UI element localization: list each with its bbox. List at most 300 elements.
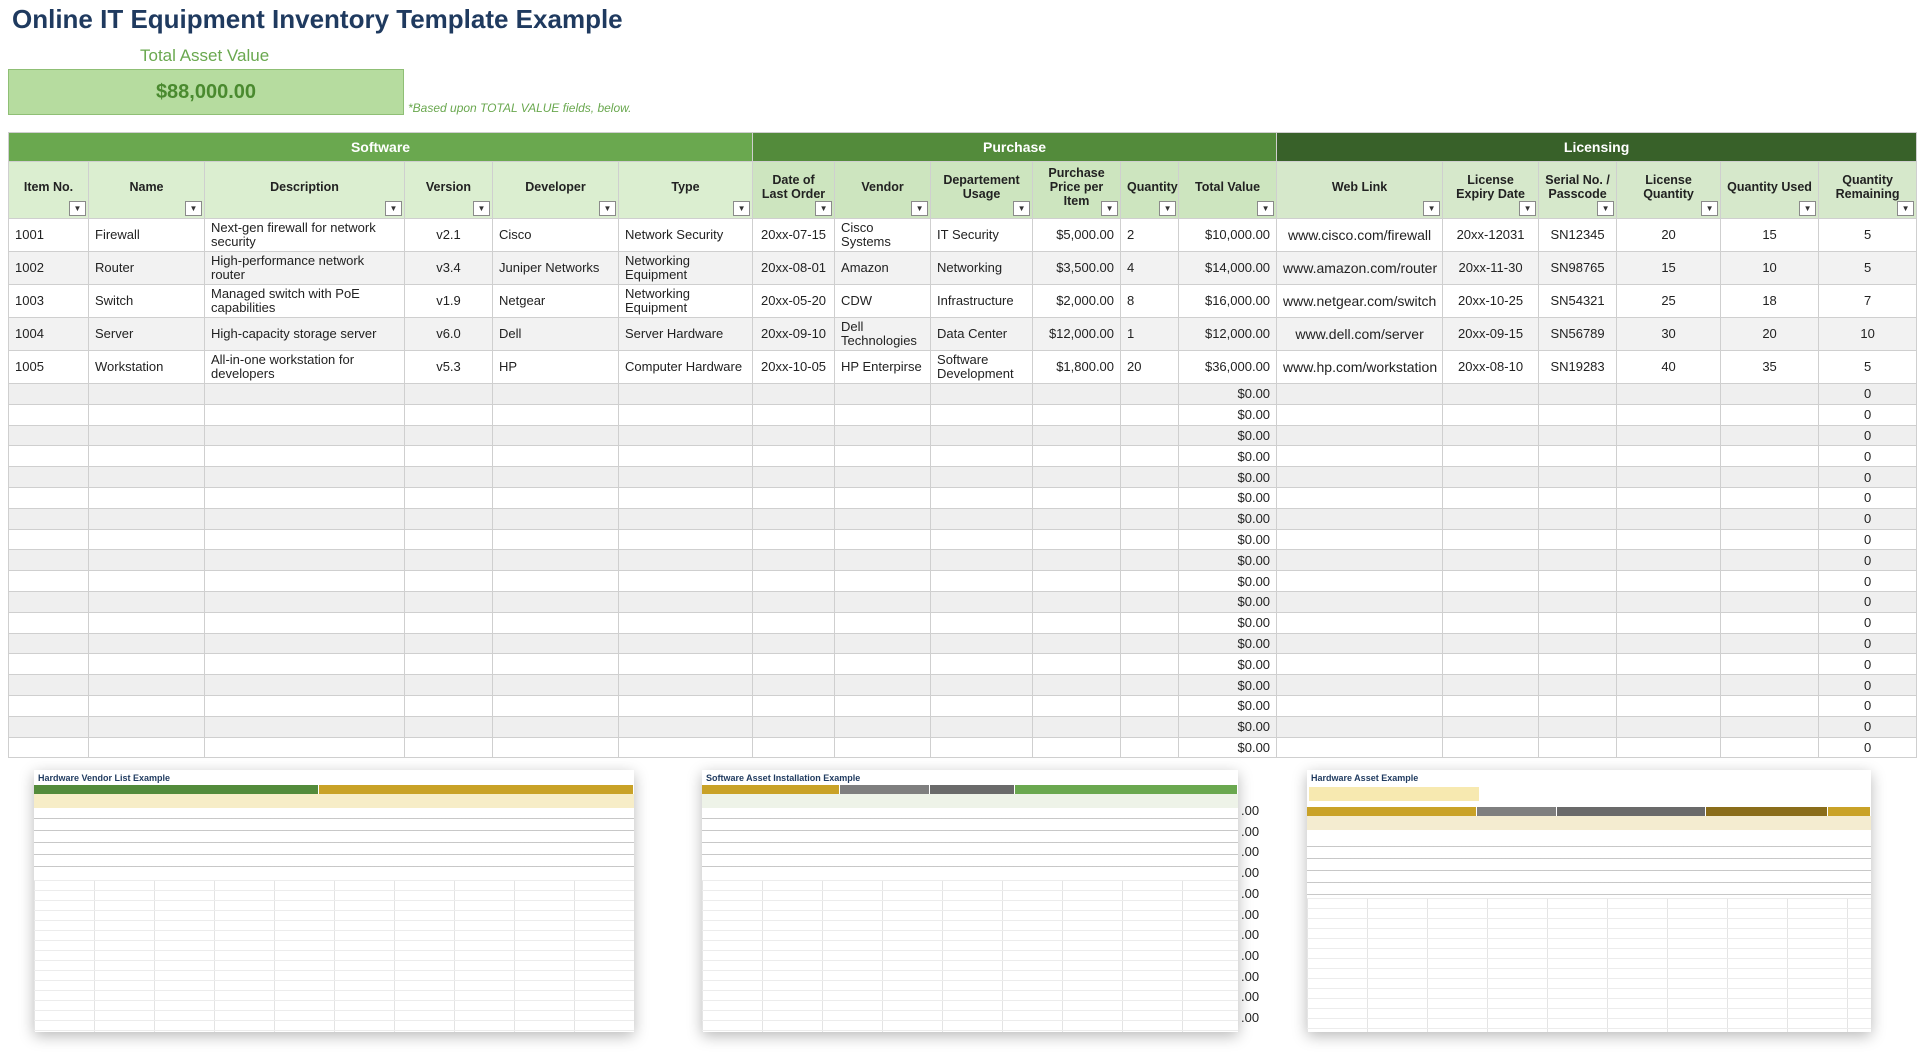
cell-department-usage[interactable]: [931, 529, 1033, 550]
cell-web-link[interactable]: [1277, 446, 1443, 467]
cell-license-expiry-date[interactable]: [1443, 404, 1539, 425]
cell-license-quantity[interactable]: [1617, 404, 1721, 425]
cell-quantity-used[interactable]: [1721, 591, 1819, 612]
cell-description[interactable]: [205, 384, 405, 405]
cell-vendor[interactable]: [835, 716, 931, 737]
cell-description[interactable]: [205, 737, 405, 758]
cell-description[interactable]: [205, 508, 405, 529]
filter-dropdown-icon[interactable]: ▼: [1897, 201, 1914, 216]
cell-quantity-used[interactable]: 35: [1721, 351, 1819, 384]
cell-license-expiry-date[interactable]: [1443, 633, 1539, 654]
cell-quantity[interactable]: [1121, 633, 1179, 654]
cell-item-no[interactable]: [9, 716, 89, 737]
cell-version[interactable]: [405, 695, 493, 716]
cell-version[interactable]: [405, 487, 493, 508]
cell-date-of-last-order[interactable]: [753, 467, 835, 488]
cell-description[interactable]: [205, 612, 405, 633]
cell-serial-no[interactable]: [1539, 550, 1617, 571]
cell-quantity-used[interactable]: 10: [1721, 252, 1819, 285]
cell-quantity-used[interactable]: [1721, 529, 1819, 550]
cell-quantity[interactable]: [1121, 654, 1179, 675]
cell-license-quantity[interactable]: 15: [1617, 252, 1721, 285]
cell-license-quantity[interactable]: 20: [1617, 219, 1721, 252]
cell-version[interactable]: [405, 654, 493, 675]
cell-department-usage[interactable]: [931, 612, 1033, 633]
cell-license-quantity[interactable]: [1617, 467, 1721, 488]
cell-developer[interactable]: [493, 425, 619, 446]
cell-vendor[interactable]: Dell Technologies: [835, 318, 931, 351]
cell-description[interactable]: [205, 529, 405, 550]
cell-license-expiry-date[interactable]: 20xx-09-15: [1443, 318, 1539, 351]
cell-type[interactable]: [619, 550, 753, 571]
cell-name[interactable]: Router: [89, 252, 205, 285]
cell-name[interactable]: Workstation: [89, 351, 205, 384]
cell-item-no[interactable]: [9, 633, 89, 654]
cell-type[interactable]: [619, 612, 753, 633]
cell-quantity-used[interactable]: [1721, 508, 1819, 529]
cell-developer[interactable]: [493, 508, 619, 529]
cell-item-no[interactable]: [9, 487, 89, 508]
cell-vendor[interactable]: Amazon: [835, 252, 931, 285]
cell-vendor[interactable]: [835, 529, 931, 550]
filter-dropdown-icon[interactable]: ▼: [911, 201, 928, 216]
cell-version[interactable]: [405, 550, 493, 571]
cell-name[interactable]: [89, 571, 205, 592]
cell-vendor[interactable]: [835, 487, 931, 508]
cell-item-no[interactable]: [9, 550, 89, 571]
cell-item-no[interactable]: [9, 675, 89, 696]
cell-developer[interactable]: Dell: [493, 318, 619, 351]
cell-quantity-remaining[interactable]: 7: [1819, 285, 1917, 318]
cell-license-expiry-date[interactable]: [1443, 508, 1539, 529]
cell-quantity-remaining[interactable]: 10: [1819, 318, 1917, 351]
cell-total-value[interactable]: $0.00: [1179, 487, 1277, 508]
cell-date-of-last-order[interactable]: [753, 695, 835, 716]
cell-department-usage[interactable]: [931, 487, 1033, 508]
cell-purchase-price[interactable]: [1033, 675, 1121, 696]
cell-quantity[interactable]: [1121, 425, 1179, 446]
cell-type[interactable]: [619, 529, 753, 550]
cell-license-quantity[interactable]: [1617, 384, 1721, 405]
cell-license-expiry-date[interactable]: [1443, 675, 1539, 696]
cell-quantity-used[interactable]: [1721, 716, 1819, 737]
cell-version[interactable]: v2.1: [405, 219, 493, 252]
cell-type[interactable]: [619, 695, 753, 716]
cell-vendor[interactable]: [835, 571, 931, 592]
cell-version[interactable]: [405, 612, 493, 633]
cell-item-no[interactable]: [9, 384, 89, 405]
cell-item-no[interactable]: [9, 425, 89, 446]
cell-developer[interactable]: [493, 695, 619, 716]
cell-license-quantity[interactable]: [1617, 591, 1721, 612]
cell-quantity-used[interactable]: [1721, 654, 1819, 675]
cell-name[interactable]: [89, 612, 205, 633]
cell-quantity[interactable]: [1121, 695, 1179, 716]
cell-license-expiry-date[interactable]: 20xx-12031: [1443, 219, 1539, 252]
cell-vendor[interactable]: [835, 591, 931, 612]
cell-item-no[interactable]: [9, 508, 89, 529]
cell-vendor[interactable]: [835, 633, 931, 654]
cell-department-usage[interactable]: [931, 716, 1033, 737]
cell-web-link[interactable]: [1277, 467, 1443, 488]
cell-web-link[interactable]: [1277, 571, 1443, 592]
cell-item-no[interactable]: [9, 654, 89, 675]
cell-quantity-used[interactable]: [1721, 675, 1819, 696]
cell-name[interactable]: [89, 425, 205, 446]
cell-quantity[interactable]: [1121, 508, 1179, 529]
cell-quantity-remaining[interactable]: 5: [1819, 351, 1917, 384]
cell-description[interactable]: [205, 487, 405, 508]
cell-total-value[interactable]: $0.00: [1179, 633, 1277, 654]
cell-item-no[interactable]: [9, 404, 89, 425]
cell-license-expiry-date[interactable]: [1443, 529, 1539, 550]
cell-name[interactable]: [89, 654, 205, 675]
cell-license-expiry-date[interactable]: 20xx-11-30: [1443, 252, 1539, 285]
cell-quantity-used[interactable]: [1721, 467, 1819, 488]
cell-web-link[interactable]: www.dell.com/server: [1277, 318, 1443, 351]
cell-license-expiry-date[interactable]: [1443, 612, 1539, 633]
cell-license-quantity[interactable]: [1617, 487, 1721, 508]
cell-type[interactable]: Server Hardware: [619, 318, 753, 351]
cell-name[interactable]: [89, 384, 205, 405]
cell-name[interactable]: [89, 487, 205, 508]
cell-date-of-last-order[interactable]: 20xx-09-10: [753, 318, 835, 351]
cell-developer[interactable]: [493, 633, 619, 654]
cell-quantity[interactable]: [1121, 404, 1179, 425]
cell-license-quantity[interactable]: [1617, 612, 1721, 633]
cell-license-expiry-date[interactable]: 20xx-10-25: [1443, 285, 1539, 318]
cell-quantity[interactable]: 4: [1121, 252, 1179, 285]
cell-developer[interactable]: [493, 529, 619, 550]
cell-version[interactable]: [405, 571, 493, 592]
cell-type[interactable]: [619, 654, 753, 675]
cell-description[interactable]: High-capacity storage server: [205, 318, 405, 351]
cell-total-value[interactable]: $0.00: [1179, 675, 1277, 696]
cell-description[interactable]: [205, 404, 405, 425]
cell-quantity-remaining[interactable]: 0: [1819, 550, 1917, 571]
cell-quantity-used[interactable]: [1721, 737, 1819, 758]
cell-quantity[interactable]: 8: [1121, 285, 1179, 318]
cell-developer[interactable]: Netgear: [493, 285, 619, 318]
cell-type[interactable]: Computer Hardware: [619, 351, 753, 384]
cell-serial-no[interactable]: [1539, 675, 1617, 696]
cell-date-of-last-order[interactable]: [753, 612, 835, 633]
filter-dropdown-icon[interactable]: ▼: [69, 201, 86, 216]
cell-type[interactable]: [619, 716, 753, 737]
cell-description[interactable]: [205, 425, 405, 446]
cell-quantity-used[interactable]: 20: [1721, 318, 1819, 351]
cell-total-value[interactable]: $12,000.00: [1179, 318, 1277, 351]
cell-date-of-last-order[interactable]: 20xx-08-01: [753, 252, 835, 285]
cell-license-quantity[interactable]: [1617, 508, 1721, 529]
cell-type[interactable]: [619, 404, 753, 425]
cell-total-value[interactable]: $0.00: [1179, 425, 1277, 446]
cell-total-value[interactable]: $0.00: [1179, 550, 1277, 571]
cell-serial-no[interactable]: [1539, 571, 1617, 592]
cell-department-usage[interactable]: [931, 675, 1033, 696]
cell-developer[interactable]: [493, 404, 619, 425]
cell-description[interactable]: [205, 571, 405, 592]
cell-quantity-remaining[interactable]: 0: [1819, 591, 1917, 612]
cell-license-expiry-date[interactable]: [1443, 591, 1539, 612]
cell-license-quantity[interactable]: [1617, 571, 1721, 592]
cell-version[interactable]: v6.0: [405, 318, 493, 351]
cell-department-usage[interactable]: [931, 571, 1033, 592]
cell-vendor[interactable]: [835, 425, 931, 446]
cell-quantity[interactable]: [1121, 675, 1179, 696]
cell-name[interactable]: [89, 591, 205, 612]
cell-department-usage[interactable]: IT Security: [931, 219, 1033, 252]
cell-serial-no[interactable]: [1539, 591, 1617, 612]
cell-developer[interactable]: [493, 384, 619, 405]
cell-version[interactable]: [405, 633, 493, 654]
cell-item-no[interactable]: 1002: [9, 252, 89, 285]
cell-date-of-last-order[interactable]: 20xx-07-15: [753, 219, 835, 252]
cell-purchase-price[interactable]: [1033, 695, 1121, 716]
cell-total-value[interactable]: $0.00: [1179, 716, 1277, 737]
cell-serial-no[interactable]: SN98765: [1539, 252, 1617, 285]
cell-purchase-price[interactable]: $3,500.00: [1033, 252, 1121, 285]
cell-item-no[interactable]: 1003: [9, 285, 89, 318]
cell-vendor[interactable]: [835, 675, 931, 696]
cell-department-usage[interactable]: Software Development: [931, 351, 1033, 384]
cell-quantity[interactable]: [1121, 529, 1179, 550]
cell-description[interactable]: Managed switch with PoE capabilities: [205, 285, 405, 318]
cell-item-no[interactable]: [9, 695, 89, 716]
cell-type[interactable]: [619, 591, 753, 612]
filter-dropdown-icon[interactable]: ▼: [1519, 201, 1536, 216]
cell-date-of-last-order[interactable]: [753, 654, 835, 675]
cell-date-of-last-order[interactable]: [753, 508, 835, 529]
cell-vendor[interactable]: CDW: [835, 285, 931, 318]
cell-developer[interactable]: [493, 550, 619, 571]
cell-quantity[interactable]: [1121, 384, 1179, 405]
cell-department-usage[interactable]: [931, 737, 1033, 758]
cell-version[interactable]: [405, 425, 493, 446]
cell-description[interactable]: [205, 675, 405, 696]
filter-dropdown-icon[interactable]: ▼: [185, 201, 202, 216]
filter-dropdown-icon[interactable]: ▼: [473, 201, 490, 216]
cell-quantity[interactable]: [1121, 571, 1179, 592]
cell-type[interactable]: [619, 633, 753, 654]
cell-developer[interactable]: [493, 716, 619, 737]
cell-purchase-price[interactable]: [1033, 529, 1121, 550]
cell-web-link[interactable]: [1277, 633, 1443, 654]
cell-name[interactable]: [89, 633, 205, 654]
cell-vendor[interactable]: [835, 404, 931, 425]
cell-purchase-price[interactable]: [1033, 487, 1121, 508]
cell-quantity[interactable]: 1: [1121, 318, 1179, 351]
cell-type[interactable]: [619, 467, 753, 488]
cell-type[interactable]: Networking Equipment: [619, 252, 753, 285]
cell-version[interactable]: v5.3: [405, 351, 493, 384]
cell-total-value[interactable]: $0.00: [1179, 384, 1277, 405]
cell-department-usage[interactable]: Networking: [931, 252, 1033, 285]
cell-quantity-remaining[interactable]: 5: [1819, 252, 1917, 285]
filter-dropdown-icon[interactable]: ▼: [1799, 201, 1816, 216]
cell-description[interactable]: All-in-one workstation for developers: [205, 351, 405, 384]
cell-type[interactable]: [619, 384, 753, 405]
cell-developer[interactable]: [493, 487, 619, 508]
cell-license-quantity[interactable]: [1617, 654, 1721, 675]
cell-purchase-price[interactable]: $2,000.00: [1033, 285, 1121, 318]
cell-name[interactable]: [89, 508, 205, 529]
filter-dropdown-icon[interactable]: ▼: [1013, 201, 1030, 216]
cell-total-value[interactable]: $0.00: [1179, 695, 1277, 716]
cell-description[interactable]: [205, 591, 405, 612]
cell-item-no[interactable]: 1004: [9, 318, 89, 351]
cell-item-no[interactable]: 1001: [9, 219, 89, 252]
cell-quantity-used[interactable]: [1721, 446, 1819, 467]
cell-item-no[interactable]: 1005: [9, 351, 89, 384]
cell-purchase-price[interactable]: [1033, 633, 1121, 654]
filter-dropdown-icon[interactable]: ▼: [1257, 201, 1274, 216]
cell-date-of-last-order[interactable]: [753, 384, 835, 405]
cell-description[interactable]: [205, 446, 405, 467]
cell-purchase-price[interactable]: [1033, 425, 1121, 446]
cell-quantity-used[interactable]: [1721, 695, 1819, 716]
cell-license-expiry-date[interactable]: [1443, 716, 1539, 737]
cell-vendor[interactable]: [835, 508, 931, 529]
cell-department-usage[interactable]: [931, 633, 1033, 654]
cell-total-value[interactable]: $0.00: [1179, 612, 1277, 633]
cell-quantity-remaining[interactable]: 0: [1819, 695, 1917, 716]
cell-name[interactable]: [89, 695, 205, 716]
cell-date-of-last-order[interactable]: [753, 571, 835, 592]
cell-developer[interactable]: [493, 571, 619, 592]
cell-vendor[interactable]: [835, 550, 931, 571]
cell-web-link[interactable]: [1277, 384, 1443, 405]
cell-total-value[interactable]: $16,000.00: [1179, 285, 1277, 318]
cell-date-of-last-order[interactable]: [753, 716, 835, 737]
cell-department-usage[interactable]: [931, 508, 1033, 529]
thumbnail-hardware-asset[interactable]: [1307, 770, 1871, 1032]
cell-quantity-remaining[interactable]: 0: [1819, 384, 1917, 405]
cell-department-usage[interactable]: [931, 446, 1033, 467]
cell-total-value[interactable]: $14,000.00: [1179, 252, 1277, 285]
cell-purchase-price[interactable]: [1033, 571, 1121, 592]
cell-quantity-used[interactable]: 18: [1721, 285, 1819, 318]
cell-total-value[interactable]: $0.00: [1179, 529, 1277, 550]
cell-type[interactable]: [619, 446, 753, 467]
cell-license-quantity[interactable]: 25: [1617, 285, 1721, 318]
cell-type[interactable]: Networking Equipment: [619, 285, 753, 318]
cell-department-usage[interactable]: [931, 550, 1033, 571]
cell-purchase-price[interactable]: [1033, 550, 1121, 571]
cell-license-expiry-date[interactable]: [1443, 737, 1539, 758]
cell-vendor[interactable]: [835, 654, 931, 675]
cell-license-expiry-date[interactable]: [1443, 425, 1539, 446]
cell-web-link[interactable]: [1277, 404, 1443, 425]
cell-type[interactable]: [619, 737, 753, 758]
cell-serial-no[interactable]: SN56789: [1539, 318, 1617, 351]
cell-serial-no[interactable]: [1539, 654, 1617, 675]
filter-dropdown-icon[interactable]: ▼: [733, 201, 750, 216]
cell-date-of-last-order[interactable]: [753, 425, 835, 446]
filter-dropdown-icon[interactable]: ▼: [1597, 201, 1614, 216]
cell-license-quantity[interactable]: [1617, 550, 1721, 571]
cell-developer[interactable]: [493, 612, 619, 633]
cell-item-no[interactable]: [9, 591, 89, 612]
cell-description[interactable]: [205, 695, 405, 716]
cell-item-no[interactable]: [9, 467, 89, 488]
cell-quantity-remaining[interactable]: 0: [1819, 571, 1917, 592]
cell-developer[interactable]: [493, 675, 619, 696]
filter-dropdown-icon[interactable]: ▼: [1159, 201, 1176, 216]
cell-web-link[interactable]: [1277, 612, 1443, 633]
cell-name[interactable]: [89, 550, 205, 571]
cell-quantity-remaining[interactable]: 0: [1819, 446, 1917, 467]
cell-license-quantity[interactable]: [1617, 716, 1721, 737]
cell-vendor[interactable]: [835, 467, 931, 488]
cell-item-no[interactable]: [9, 529, 89, 550]
cell-vendor[interactable]: [835, 695, 931, 716]
cell-vendor[interactable]: [835, 612, 931, 633]
cell-type[interactable]: [619, 425, 753, 446]
cell-web-link[interactable]: [1277, 487, 1443, 508]
cell-name[interactable]: [89, 529, 205, 550]
cell-quantity-remaining[interactable]: 0: [1819, 633, 1917, 654]
cell-department-usage[interactable]: Data Center: [931, 318, 1033, 351]
cell-department-usage[interactable]: [931, 654, 1033, 675]
cell-web-link[interactable]: www.netgear.com/switch: [1277, 285, 1443, 318]
cell-name[interactable]: [89, 404, 205, 425]
cell-web-link[interactable]: www.hp.com/workstation: [1277, 351, 1443, 384]
cell-purchase-price[interactable]: [1033, 591, 1121, 612]
cell-date-of-last-order[interactable]: [753, 529, 835, 550]
cell-quantity-remaining[interactable]: 0: [1819, 404, 1917, 425]
cell-department-usage[interactable]: [931, 384, 1033, 405]
cell-purchase-price[interactable]: [1033, 716, 1121, 737]
cell-serial-no[interactable]: [1539, 446, 1617, 467]
cell-quantity[interactable]: [1121, 737, 1179, 758]
cell-description[interactable]: [205, 716, 405, 737]
cell-license-expiry-date[interactable]: [1443, 487, 1539, 508]
cell-description[interactable]: [205, 467, 405, 488]
cell-department-usage[interactable]: [931, 425, 1033, 446]
cell-developer[interactable]: [493, 446, 619, 467]
cell-purchase-price[interactable]: [1033, 467, 1121, 488]
filter-dropdown-icon[interactable]: ▼: [815, 201, 832, 216]
cell-version[interactable]: [405, 591, 493, 612]
cell-quantity-used[interactable]: [1721, 404, 1819, 425]
cell-license-quantity[interactable]: [1617, 529, 1721, 550]
cell-serial-no[interactable]: [1539, 467, 1617, 488]
cell-license-expiry-date[interactable]: [1443, 446, 1539, 467]
cell-date-of-last-order[interactable]: 20xx-10-05: [753, 351, 835, 384]
cell-quantity[interactable]: 2: [1121, 219, 1179, 252]
cell-serial-no[interactable]: [1539, 716, 1617, 737]
cell-quantity-used[interactable]: [1721, 487, 1819, 508]
cell-developer[interactable]: Juniper Networks: [493, 252, 619, 285]
cell-description[interactable]: [205, 550, 405, 571]
cell-license-expiry-date[interactable]: [1443, 467, 1539, 488]
cell-serial-no[interactable]: [1539, 737, 1617, 758]
cell-total-value[interactable]: $36,000.00: [1179, 351, 1277, 384]
cell-developer[interactable]: [493, 591, 619, 612]
cell-item-no[interactable]: [9, 737, 89, 758]
cell-date-of-last-order[interactable]: [753, 404, 835, 425]
cell-total-value[interactable]: $10,000.00: [1179, 219, 1277, 252]
cell-quantity-used[interactable]: 15: [1721, 219, 1819, 252]
cell-vendor[interactable]: [835, 737, 931, 758]
cell-name[interactable]: Switch: [89, 285, 205, 318]
cell-item-no[interactable]: [9, 571, 89, 592]
cell-license-quantity[interactable]: [1617, 633, 1721, 654]
cell-quantity[interactable]: [1121, 591, 1179, 612]
cell-vendor[interactable]: [835, 446, 931, 467]
cell-purchase-price[interactable]: [1033, 612, 1121, 633]
